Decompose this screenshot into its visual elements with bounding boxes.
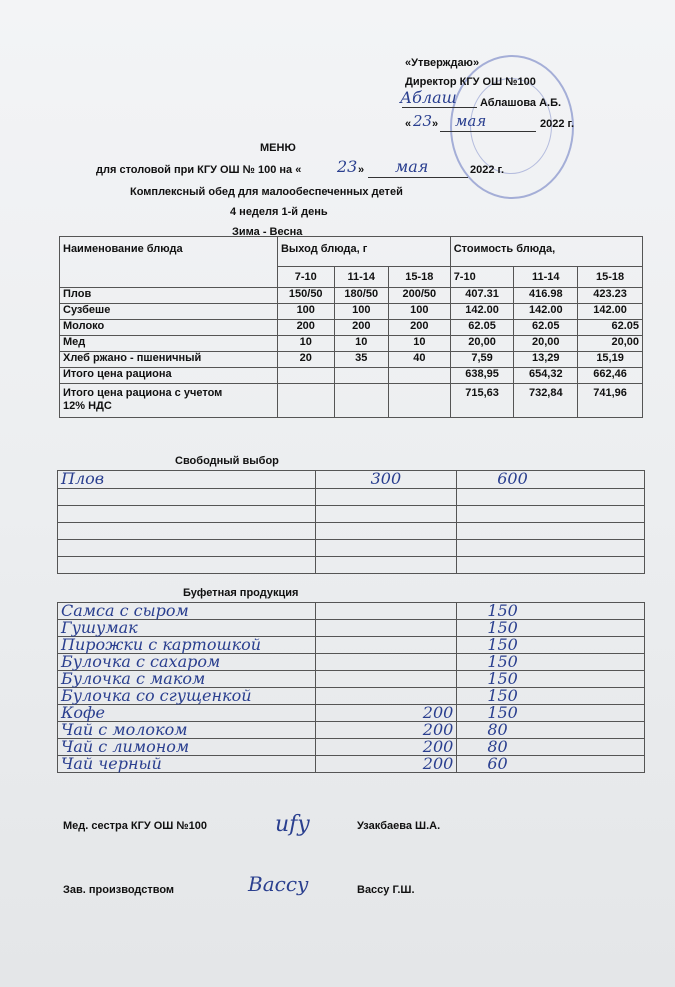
cost-cell: 142.00: [450, 304, 514, 320]
buffet-output: 200: [315, 722, 457, 739]
buffet-price: 80: [457, 722, 645, 739]
output-cell: 180/50: [334, 288, 388, 304]
table-row: [58, 603, 645, 620]
output-cell: 100: [277, 304, 334, 320]
approve-date-day: 23: [413, 112, 433, 130]
output-cell: 100: [334, 304, 388, 320]
cost-cell: 13,29: [514, 352, 578, 368]
buffet-output: 200: [315, 756, 457, 773]
buffet-output: [315, 620, 457, 637]
buffet-price: 150: [457, 705, 645, 722]
total-vat-label-line1: Итого цена рациона с учетом: [63, 387, 223, 399]
output-cell: 200: [334, 320, 388, 336]
total-vat-cost: 732,84: [514, 384, 578, 418]
buffet-price: 150: [457, 620, 645, 637]
table-row: [60, 336, 643, 352]
output-cell: 10: [389, 336, 451, 352]
table-row: [60, 352, 643, 368]
approve-date-month: мая: [455, 112, 487, 130]
menu-year: 2022 г.: [470, 164, 505, 176]
total-cost: 662,46: [578, 368, 643, 384]
cost-cell: 20,00: [514, 336, 578, 352]
buffet-output: [315, 671, 457, 688]
cost-cell: 62.05: [578, 320, 643, 336]
output-cell: 200/50: [389, 288, 451, 304]
table-row: [58, 637, 645, 654]
total-vat-label-line2: 12% НДС: [63, 400, 112, 412]
table-row: [60, 288, 643, 304]
empty-cell: [457, 540, 645, 557]
age-cell: 7-10: [277, 267, 334, 288]
table-row: [58, 688, 645, 705]
buffet-item: Чай с молоком: [58, 722, 316, 739]
menu-date-mid: »: [358, 164, 365, 176]
empty-cell: [389, 384, 451, 418]
header-cost: Стоимость блюда,: [450, 237, 642, 267]
nurse-signature: ufy: [275, 812, 310, 837]
approve-position: Директор КГУ ОШ №100: [405, 76, 536, 88]
age-cell: 11-14: [334, 267, 388, 288]
buffet-item: Булочка со сгущенкой: [58, 688, 316, 705]
empty-cell: [58, 489, 316, 506]
cost-cell: 416.98: [514, 288, 578, 304]
free-choice-item: Плов: [58, 471, 316, 489]
output-cell: 10: [334, 336, 388, 352]
total-row: [60, 368, 643, 384]
age-cell: 7-10: [450, 267, 514, 288]
table-row: [58, 506, 645, 523]
approve-title: «Утверждаю»: [405, 57, 480, 69]
dish-name: Плов: [60, 288, 278, 304]
table-row: [58, 739, 645, 756]
output-cell: 40: [389, 352, 451, 368]
age-cell: 15-18: [389, 267, 451, 288]
free-choice-title: Свободный выбор: [175, 455, 279, 467]
dish-name: Молоко: [60, 320, 278, 336]
empty-cell: [58, 523, 316, 540]
empty-cell: [334, 368, 388, 384]
total-label: Итого цена рациона: [60, 368, 278, 384]
cost-cell: 423.23: [578, 288, 643, 304]
nurse-name: Узакбаева Ш.А.: [357, 820, 441, 832]
buffet-price: 150: [457, 603, 645, 620]
buffet-item: Гушумак: [58, 620, 316, 637]
total-vat-cost: 741,96: [578, 384, 643, 418]
buffet-output: 200: [315, 705, 457, 722]
signature-line: [402, 107, 477, 108]
table-row: [58, 489, 645, 506]
table-row: [58, 557, 645, 574]
dish-name: Хлеб ржано - пшеничный: [60, 352, 278, 368]
menu-day: 23: [337, 157, 358, 176]
table-row: [58, 620, 645, 637]
table-row: [58, 722, 645, 739]
buffet-table: [57, 602, 645, 773]
free-choice-value: 600: [457, 471, 645, 489]
chief-signature: Вассу: [248, 872, 309, 896]
approve-date-mid: »: [432, 118, 439, 130]
buffet-item: Чай с лимоном: [58, 739, 316, 756]
empty-cell: [58, 506, 316, 523]
buffet-price: 150: [457, 654, 645, 671]
buffet-item: Чай черный: [58, 756, 316, 773]
total-cost: 638,95: [450, 368, 514, 384]
menu-month: мая: [395, 157, 429, 176]
free-choice-table: [57, 470, 645, 574]
buffet-output: [315, 688, 457, 705]
approve-name: Аблашова А.Б.: [480, 97, 562, 109]
output-cell: 150/50: [277, 288, 334, 304]
empty-cell: [334, 384, 388, 418]
total-vat-row: [60, 384, 643, 418]
director-signature: Аблаш: [400, 88, 457, 107]
empty-cell: [457, 557, 645, 574]
table-row: [60, 304, 643, 320]
header-output: Выход блюда, г: [277, 237, 450, 267]
empty-cell: [315, 540, 457, 557]
table-row: [58, 654, 645, 671]
empty-cell: [457, 489, 645, 506]
buffet-output: [315, 637, 457, 654]
dish-name: Мед: [60, 336, 278, 352]
table-row: [58, 540, 645, 557]
chief-label: Зав. производством: [63, 884, 175, 896]
empty-cell: [277, 368, 334, 384]
approve-date-open: «: [405, 118, 412, 130]
cost-cell: 62.05: [514, 320, 578, 336]
output-cell: 10: [277, 336, 334, 352]
buffet-item: Булочка с маком: [58, 671, 316, 688]
empty-cell: [389, 368, 451, 384]
buffet-item: Булочка с сахаром: [58, 654, 316, 671]
cost-cell: 142.00: [514, 304, 578, 320]
buffet-output: [315, 603, 457, 620]
empty-cell: [58, 557, 316, 574]
table-row: [58, 705, 645, 722]
buffet-item: Кофе: [58, 705, 316, 722]
table-header-row: [60, 237, 643, 267]
main-menu-table: [59, 236, 643, 418]
buffet-price: 80: [457, 739, 645, 756]
output-cell: 200: [277, 320, 334, 336]
menu-line4: 4 неделя 1-й день: [230, 206, 328, 218]
empty-cell: [277, 384, 334, 418]
menu-title: МЕНЮ: [260, 142, 296, 154]
table-row: [58, 523, 645, 540]
free-choice-value: 300: [315, 471, 457, 489]
total-vat-label: [60, 384, 278, 418]
cost-cell: 62.05: [450, 320, 514, 336]
output-cell: 35: [334, 352, 388, 368]
cost-cell: 15,19: [578, 352, 643, 368]
approve-date-year: 2022 г.: [540, 118, 575, 130]
buffet-price: 150: [457, 688, 645, 705]
empty-cell: [315, 523, 457, 540]
cost-cell: 20,00: [450, 336, 514, 352]
menu-line3: Комплексный обед для малообеспеченных детей: [130, 186, 403, 198]
buffet-title: Буфетная продукция: [183, 587, 299, 599]
table-row: [58, 756, 645, 773]
empty-cell: [315, 557, 457, 574]
buffet-output: 200: [315, 739, 457, 756]
output-cell: 20: [277, 352, 334, 368]
dish-name: Сузбеше: [60, 304, 278, 320]
table-row: [58, 471, 645, 489]
date-line: [440, 131, 536, 132]
age-cell: 15-18: [578, 267, 643, 288]
total-cost: 654,32: [514, 368, 578, 384]
empty-cell: [315, 506, 457, 523]
table-row: [58, 671, 645, 688]
empty-cell: [457, 506, 645, 523]
cost-cell: 142.00: [578, 304, 643, 320]
empty-cell: [315, 489, 457, 506]
table-row: [60, 320, 643, 336]
buffet-item: Пирожки с картошкой: [58, 637, 316, 654]
buffet-price: 60: [457, 756, 645, 773]
buffet-price: 150: [457, 671, 645, 688]
buffet-item: Самса с сыром: [58, 603, 316, 620]
output-cell: 100: [389, 304, 451, 320]
cost-cell: 20,00: [578, 336, 643, 352]
header-dish-name: Наименование блюда: [60, 237, 278, 288]
age-cell: 11-14: [514, 267, 578, 288]
menu-subtitle: для столовой при КГУ ОШ № 100 на «: [96, 164, 302, 176]
menu-season: Зима - Весна: [232, 226, 303, 238]
buffet-price: 150: [457, 637, 645, 654]
total-vat-cost: 715,63: [450, 384, 514, 418]
chief-name: Вассу Г.Ш.: [357, 884, 415, 896]
empty-cell: [58, 540, 316, 557]
buffet-output: [315, 654, 457, 671]
menu-date-line: [368, 177, 468, 178]
cost-cell: 7,59: [450, 352, 514, 368]
empty-cell: [457, 523, 645, 540]
cost-cell: 407.31: [450, 288, 514, 304]
output-cell: 200: [389, 320, 451, 336]
nurse-label: Мед. сестра КГУ ОШ №100: [63, 820, 207, 832]
